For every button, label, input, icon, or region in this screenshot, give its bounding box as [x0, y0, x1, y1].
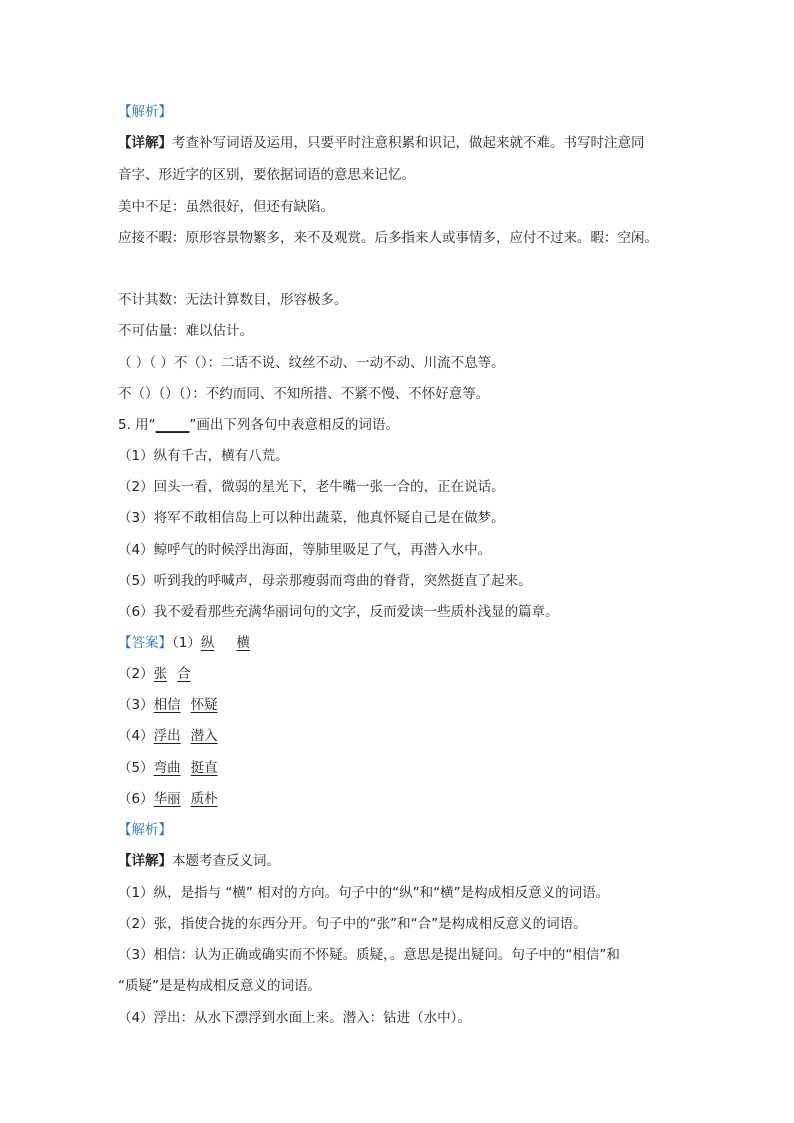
answer-word-b: 质朴 [190, 791, 218, 807]
answer-word-a: 华丽 [153, 791, 181, 807]
answer-row [118, 634, 250, 652]
idiom-line: 不计其数：无法计算数目，形容极多。 [118, 292, 348, 308]
detail-intro-2: 本题考查反义词。 [172, 853, 280, 869]
answer-num: （5） [118, 760, 154, 776]
answer-word-a: 浮出 [153, 728, 181, 744]
analysis-tag-1: 【解析】 [118, 104, 172, 120]
answer-word-b: 潜入 [190, 728, 218, 744]
answer-row [118, 790, 218, 808]
answer-word-b: 怀疑 [190, 697, 218, 713]
answer-num: （2） [118, 666, 154, 682]
answer-word-a: 纵 [200, 635, 215, 651]
idiom-pattern-line: （ ）（ ）不（）：二话不说、纹丝不动、一动不动、川流不息等。 [118, 355, 505, 371]
answer-num: （6） [118, 791, 154, 807]
idiom-line: 应接不暇：原形容景物繁多，来不及观赏。后多指来人或事情多，应付不过来。暇：空闲。 [118, 230, 658, 246]
explanation-line: （3）相信：认为正确或确实而不怀疑。质疑，。意思是提出疑问。句子中的“相信”和 [118, 947, 620, 963]
detail-tag-1: 【详解】 [118, 135, 172, 151]
explanation-line: （1）纵，是指与 “横” 相对的方向。句子中的“纵”和“横”是构成相反意义的词语。 [118, 885, 610, 901]
explanation-line: （4）浮出：从水下漂浮到水面上来。潜入：钻进（水中）。 [118, 1010, 471, 1026]
answer-row [118, 727, 218, 745]
answer-word-b: 合 [177, 666, 191, 682]
explanation-line: （2）张，指使合拢的东西分开。句子中的“张”和“合”是构成相反意义的词语。 [118, 916, 587, 932]
answer-word-a: 张 [153, 666, 168, 682]
detail-text-1a: 考查补写词语及运用，只要平时注意积累和识记，做起来就不难。书写时注意同 [172, 135, 645, 151]
explanation-line: “质疑”是是构成相反意义的词语。 [118, 978, 321, 994]
answer-word-b: 横 [236, 635, 250, 651]
question-sentence: （4）鲸呼气的时候浮出海面，等肺里吸足了气，再潜入水中。 [118, 542, 492, 558]
question-sentence: （5）听到我的呼喊声，母亲那瘦弱而弯曲的脊背，突然挺直了起来。 [118, 573, 532, 589]
question-sentence: （3）将军不敢相信岛上可以种出蔬菜，他真怀疑自己是在做梦。 [118, 510, 505, 526]
idiom-pattern-line: 不（）（）（）：不约而同、不知所措、不紧不慢、不怀好意等。 [118, 386, 490, 402]
answer-word-a: 相信 [153, 697, 181, 713]
question-5-prefix: 5. 用“ [118, 417, 156, 433]
question-5-suffix: ”画出下列各句中表意相反的词语。 [189, 417, 399, 433]
answer-num: （1） [172, 635, 201, 651]
detail-text-1b: 音字、形近字的区别，要依据词语的意思来记忆。 [118, 167, 415, 183]
answer-row [118, 696, 218, 714]
answer-word-b: 挺直 [190, 760, 218, 776]
analysis-tag-2: 【解析】 [118, 822, 172, 838]
detail-tag-2: 【详解】 [118, 853, 172, 869]
question-sentence: （1）纵有千古，横有八荒。 [118, 448, 289, 464]
question-5-title [118, 416, 399, 434]
answer-word-a: 弯曲 [153, 760, 181, 776]
question-5-blank: _____ [155, 417, 190, 433]
answer-row [118, 759, 218, 777]
answer-tag: 【答案】 [118, 635, 172, 651]
answer-num: （4） [118, 728, 154, 744]
detail-paragraph-1 [118, 134, 645, 152]
detail-paragraph-2 [118, 852, 280, 870]
idiom-line: 不可估量：难以估计。 [118, 323, 253, 339]
question-sentence: （6）我不爱看那些充满华丽词句的文字，反而爱读一些质朴浅显的篇章。 [118, 604, 559, 620]
idiom-line: 美中不足：虽然很好，但还有缺陷。 [118, 199, 334, 215]
answer-row [118, 665, 191, 683]
answer-num: （3） [118, 697, 154, 713]
question-sentence: （2）回头一看，微弱的星光下，老牛嘴一张一合的，正在说话。 [118, 479, 505, 495]
